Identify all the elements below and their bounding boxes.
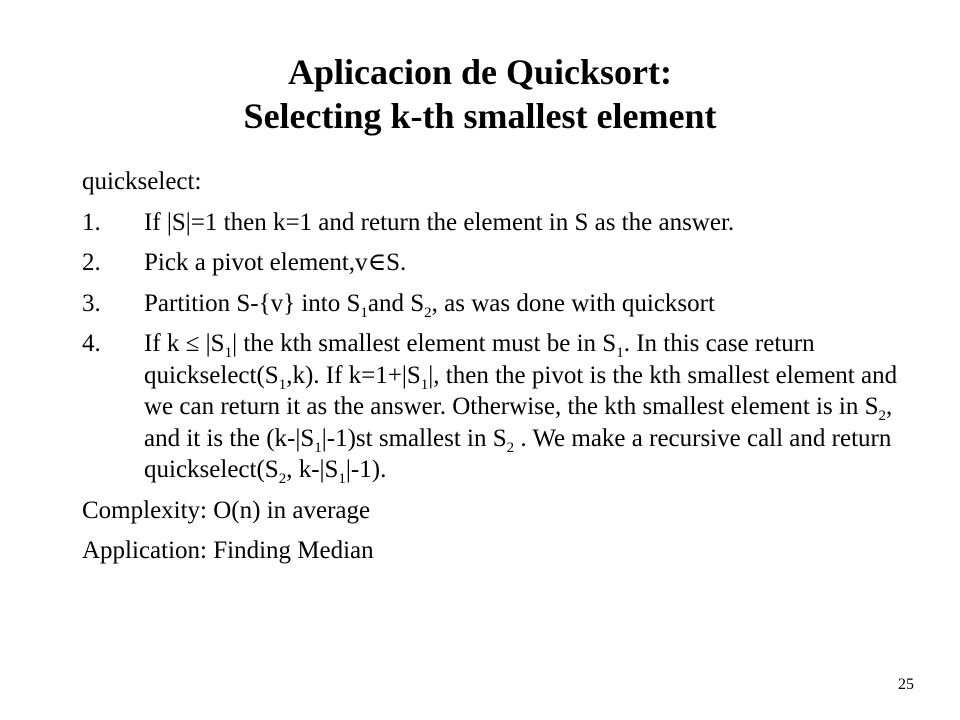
list-number: 2. <box>82 249 101 276</box>
subscript: 1 <box>616 345 624 361</box>
subscript: 1 <box>360 304 368 321</box>
list-item-text: Partition S-{v} into S <box>144 289 361 317</box>
list-item-text: |, then the pivot is the kth smallest element and we can return it as the answer. Otherwise, the kth smallest element is in S <box>144 361 898 420</box>
list-item-text: ,k). If k=1+|S <box>286 361 421 389</box>
list-item-text: |-1). <box>345 456 387 483</box>
page-number: 25 <box>898 676 914 693</box>
subscript: 2 <box>878 408 887 424</box>
less-or-equal-symbol: ≤ <box>185 330 200 357</box>
list-number: 4. <box>82 330 101 357</box>
complexity-text: Complexity: O(n) in average <box>82 496 371 524</box>
slide-title <box>0 50 960 138</box>
list-item-text: . We make a recursive call and return quickselect(S <box>144 424 892 483</box>
list-item-text: | the kth smallest element must be in S <box>232 330 617 357</box>
list-number: 1. <box>82 208 101 236</box>
slide-body <box>82 166 902 576</box>
list-item-text: , and it is the (k-|S <box>144 393 893 452</box>
list-item-text: , as was done with quicksort <box>431 289 715 317</box>
list-item-text: and S <box>367 289 425 317</box>
subscript: 2 <box>278 471 287 487</box>
list-item-4 <box>82 328 902 486</box>
subscript: 1 <box>224 345 233 361</box>
list-item-text: |S <box>199 330 225 357</box>
subscript: 2 <box>424 304 432 321</box>
subscript: 1 <box>338 471 346 487</box>
subscript: 2 <box>506 439 515 456</box>
list-number: 3. <box>82 289 101 317</box>
list-item-text: Pick a pivot element,v <box>144 249 368 276</box>
list-item-text: , k-|S <box>286 456 339 483</box>
list-item-text: . In this case return quickselect(S <box>144 330 815 389</box>
application-text: Application: Finding Median <box>82 537 374 564</box>
title-line-1: Aplicacion de Quicksort: <box>288 52 672 92</box>
subscript: 1 <box>420 376 429 393</box>
list-item-text: |-1)st smallest in S <box>321 424 507 452</box>
subscript: 1 <box>314 439 322 456</box>
element-of-symbol: ∈ <box>367 249 387 276</box>
list-item-1 <box>82 207 902 239</box>
list-item-3 <box>82 288 902 320</box>
title-line-2: Selecting k-th smallest element <box>243 96 717 136</box>
list-item-text: If k <box>144 330 186 357</box>
subscript: 1 <box>278 376 287 393</box>
intro-text: quickselect: <box>82 168 202 195</box>
list-item-2 <box>82 247 902 279</box>
list-item-text: If |S|=1 then k=1 and return the element in S as the answer. <box>144 208 735 236</box>
list-item-text: S. <box>386 249 407 276</box>
